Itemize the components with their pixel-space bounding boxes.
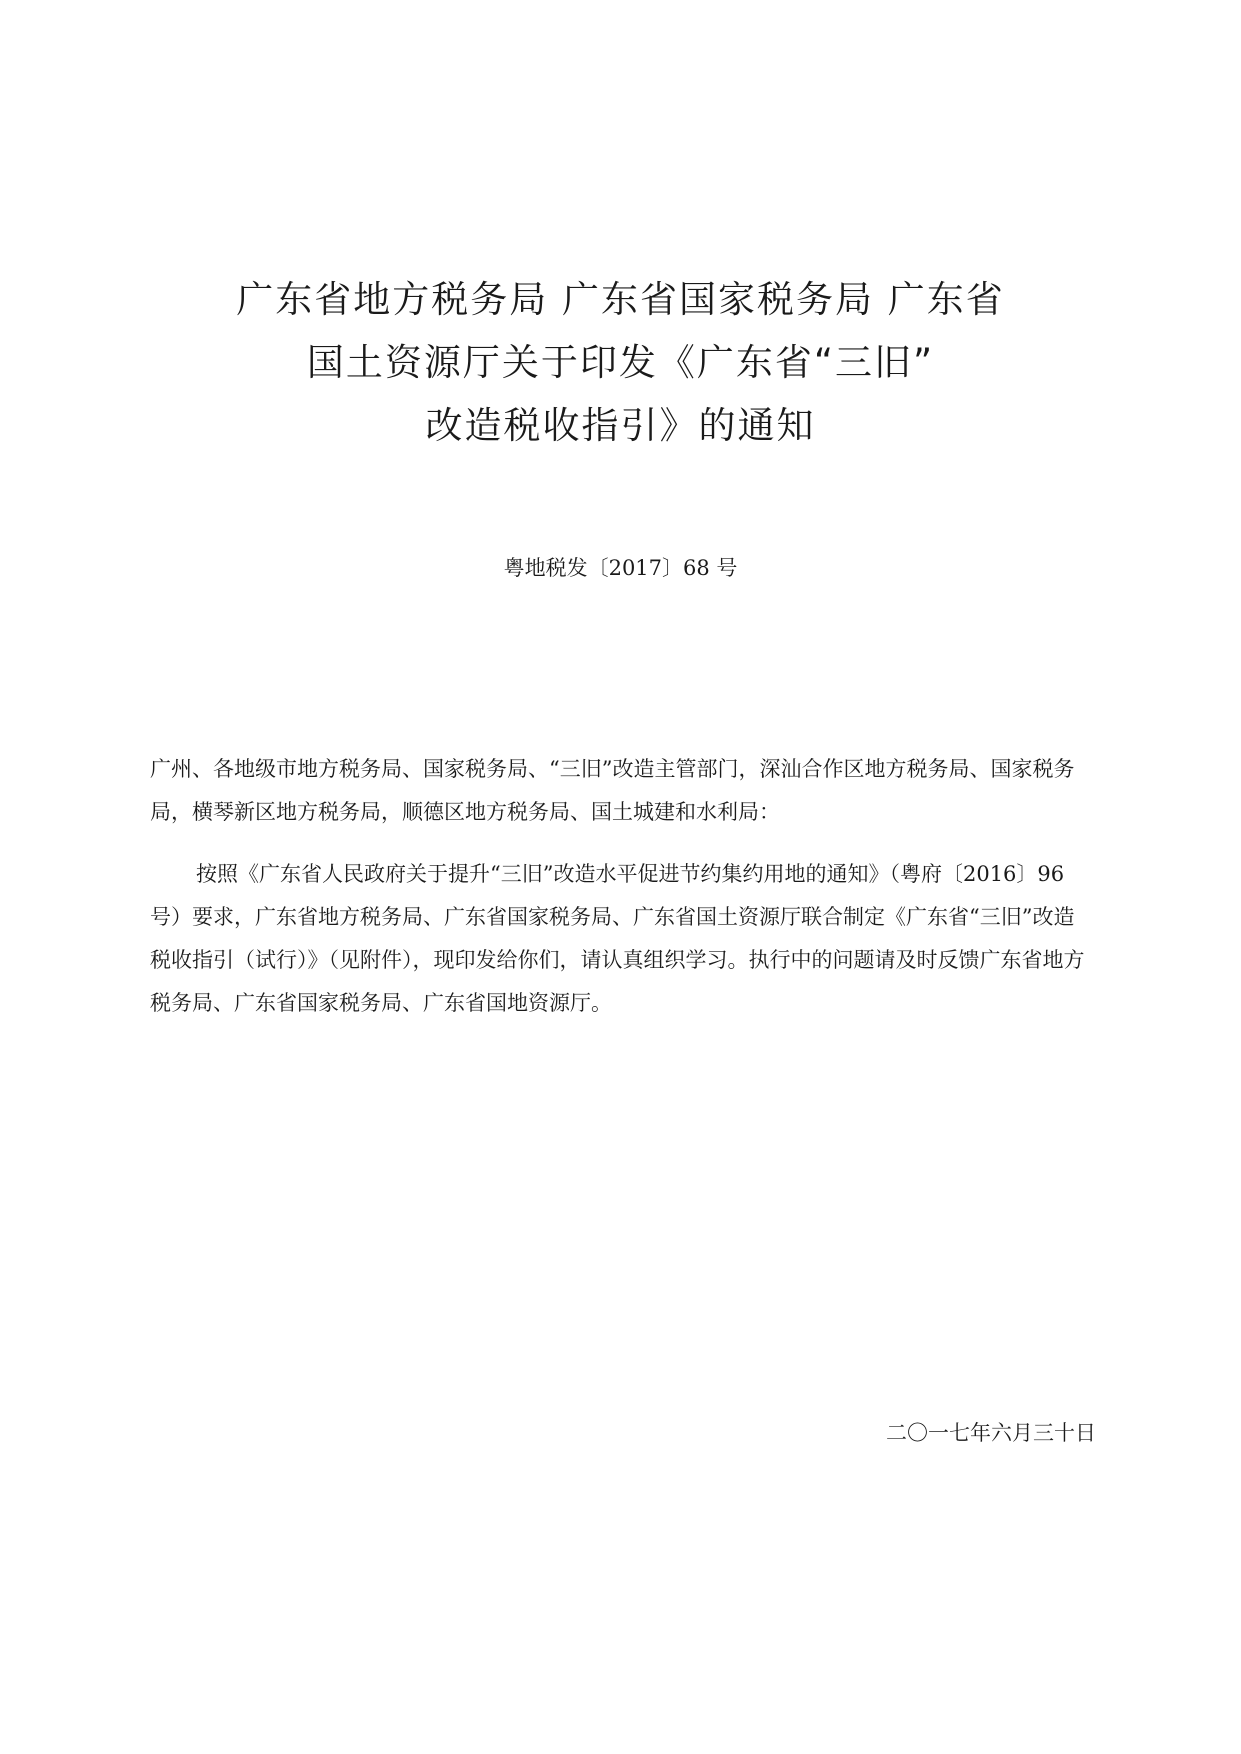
title-line-1: 广东省地方税务局 广东省国家税务局 广东省 (236, 278, 1005, 321)
issue-date: 二〇一七年六月三十日 (886, 1421, 1096, 1445)
document-number: 粤地税发〔2017〕68 号 (503, 556, 738, 580)
recipients-paragraph: 广州、各地级市地方税务局、国家税务局、“三旧”改造主管部门，深汕合作区地方税务局、国家税务局，横琴新区地方税务局，顺德区地方税务局、国土城建和水利局： (150, 757, 1075, 824)
title-line-2: 国土资源厅关于印发《广东省“三旧” (306, 341, 935, 384)
body-paragraph: 按照《广东省人民政府关于提升“三旧”改造水平促进节约集约用地的通知》（粤府〔2016〕96 号）要求，广东省地方税务局、广东省国家税务局、广东省国土资源厅联合制定《广东省“三旧”改造税收指引（试行）》（见附件），现印发给你们，请认真组织学习。执行中的问题请及时反馈广东省地方税务局、广东省国家税务局、广东省国地资源厅。 (150, 862, 1085, 1015)
title-line-3: 改造税收指引》的通知 (425, 404, 816, 447)
document-title (150, 268, 1091, 457)
